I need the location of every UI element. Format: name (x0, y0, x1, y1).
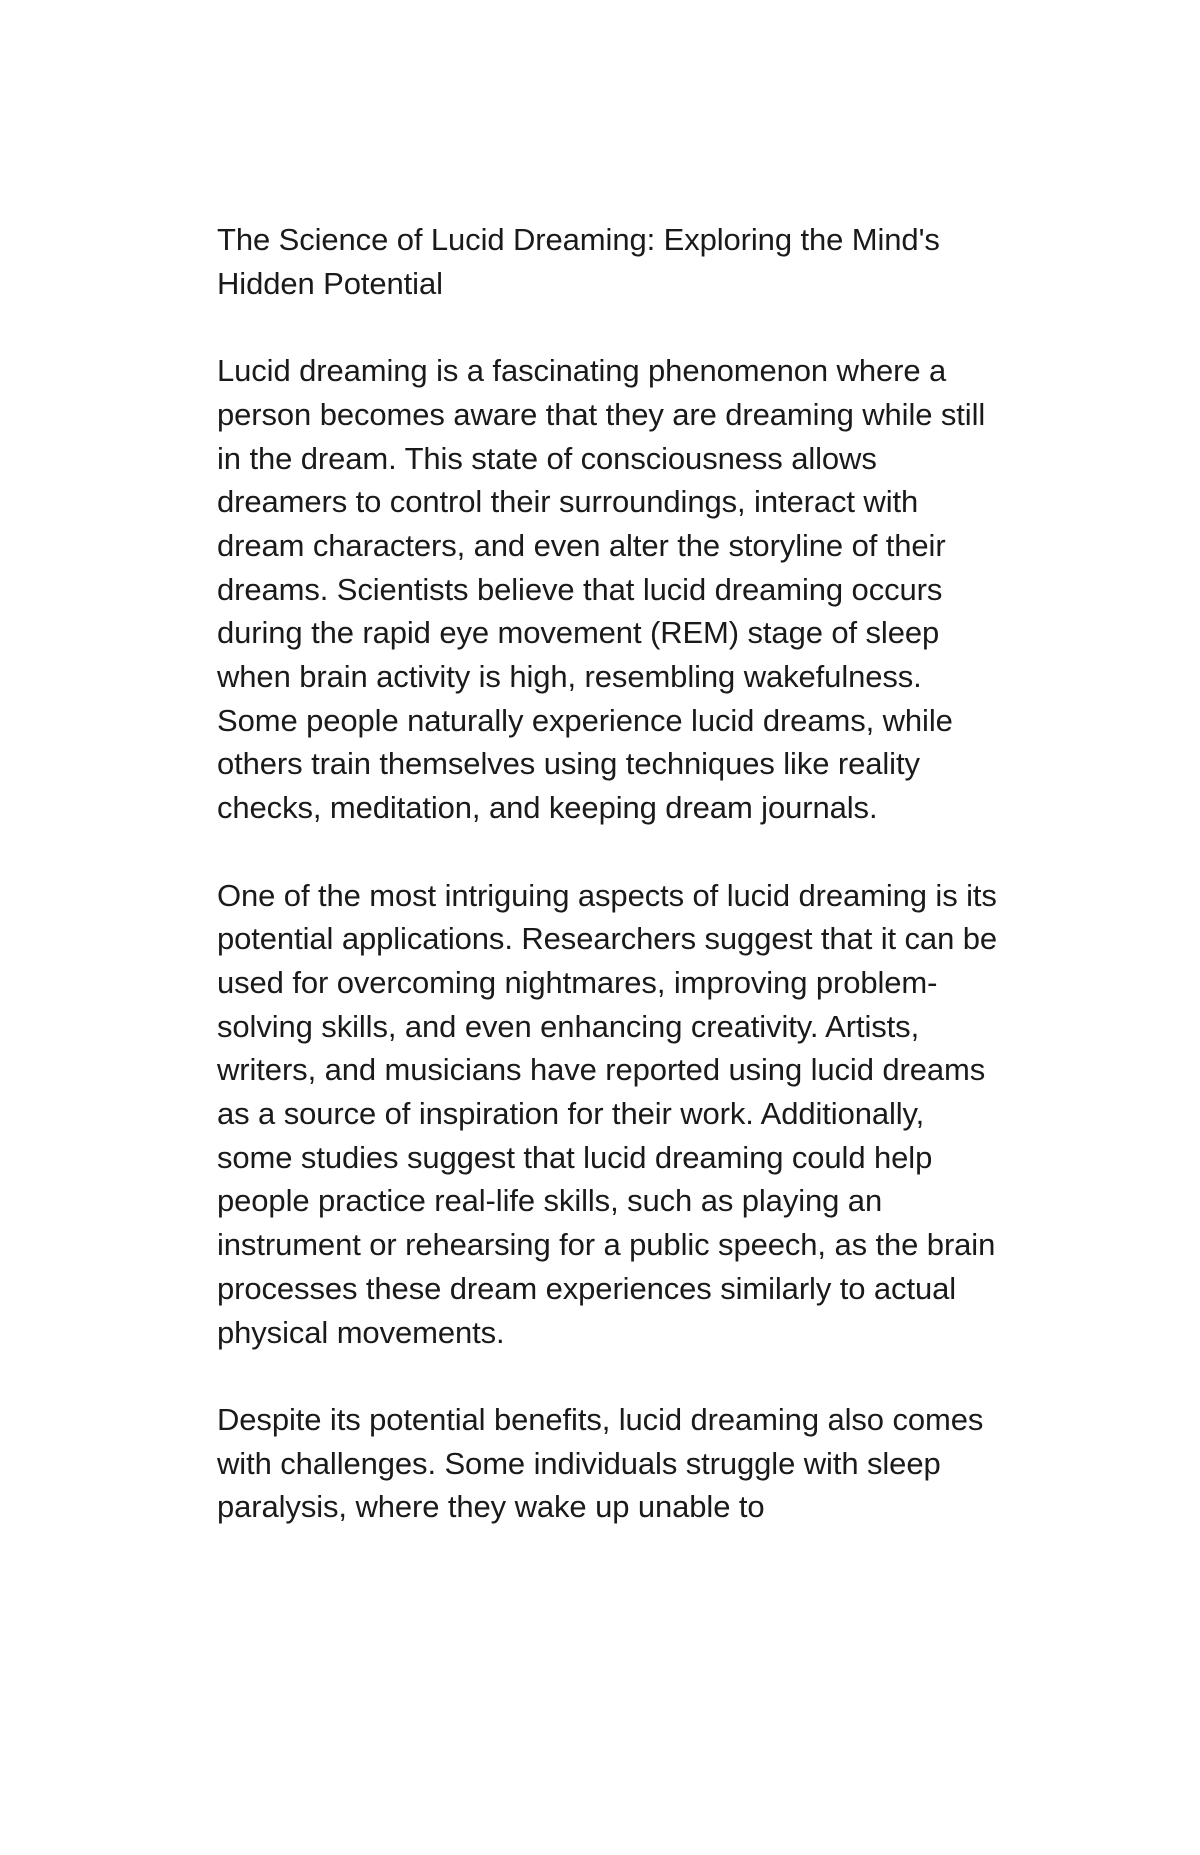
paragraph-2: One of the most intriguing aspects of lucid dreaming is its potential applications. Researchers suggest that it can be used for overcoming nightmares, improving problem-solving skills, and even enhancing creativity. Artists, writers, and musicians have reported using lucid dreams as a source of inspiration for their work. Additionally, some studies suggest that lucid dreaming could help people practice real-life skills, such as playing an instrument or rehearsing for a public speech, as the brain processes these dream experiences similarly to actual physical movements. (217, 877, 998, 1350)
paragraph-3: Despite its potential benefits, lucid dreaming also comes with challenges. Some individuals struggle with sleep paralysis, where they wake up unable to (217, 1401, 984, 1525)
document-title: The Science of Lucid Dreaming: Exploring the Mind's Hidden Potential (217, 222, 940, 301)
document-page (217, 218, 1007, 1573)
paragraph-1: Lucid dreaming is a fascinating phenomenon where a person becomes aware that they are dreaming while still in the dream. This state of consciousness allows dreamers to control their surroundings, interact with dream characters, and even alter the storyline of their dreams. Scientists believe that lucid dreaming occurs during the rapid eye movement (REM) stage of sleep when brain activity is high, resembling wakefulness. Some people naturally experience lucid dreams, while others train themselves using techniques like reality checks, meditation, and keeping dream journals. (217, 353, 986, 826)
